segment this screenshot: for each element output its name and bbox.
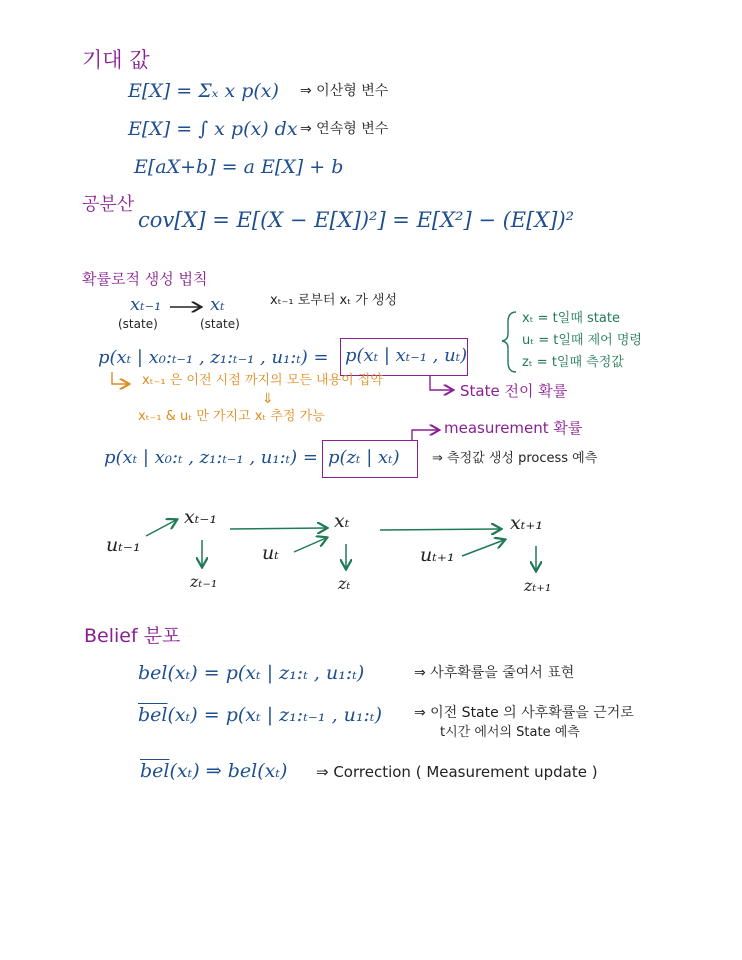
graph-arrow-u-prev-x-prev (146, 520, 176, 536)
linear-expectation-formula: E[aX+b] = a E[X] + b (134, 156, 344, 178)
x-prev-label: xₜ₋₁ (130, 294, 162, 315)
graph-u-curr: uₜ (262, 542, 279, 564)
state-label-arrow (430, 376, 452, 390)
covariance-heading: 공분산 (82, 194, 135, 215)
correction-bar-word: $\overline{bel}$ (140, 760, 170, 782)
graph-u-prev: uₜ₋₁ (106, 534, 141, 556)
belief-note: ⇒ 사후확률을 줄여서 표현 (414, 665, 575, 681)
orange-note-line2: xₜ₋₁ & uₜ 만 가지고 xₜ 추정 가능 (138, 409, 325, 424)
orange-note-mark: ⇓ (262, 391, 274, 407)
legend-control: uₜ = t일때 제어 명령 (522, 333, 642, 348)
orange-note-line1: xₜ₋₁ 은 이전 시점 까지의 모든 내용이 집약 (142, 373, 383, 388)
graph-arrow-u-curr-x-curr (294, 538, 326, 552)
expectation-heading: 기대 값 (82, 48, 150, 72)
belief-heading: Belief 분포 (84, 625, 181, 647)
measurement-boxed-formula: p(zₜ | xₜ) (328, 447, 400, 468)
belief-formula: bel(xₜ) = p(xₜ | z₁:ₜ , u₁:ₜ) (138, 662, 365, 684)
legend-measurement: zₜ = t일때 측정값 (522, 355, 624, 370)
graph-arrow-u-next-x-next (462, 540, 504, 556)
state-transition-formula: p(xₜ | x₀:ₜ₋₁ , z₁:ₜ₋₁ , u₁:ₜ) = (98, 347, 329, 368)
graph-arrow-x-curr-x-next (380, 529, 500, 530)
x-curr-state-label: (state) (200, 317, 240, 331)
state-transition-prob-label: State 전이 확률 (460, 382, 568, 400)
graph-z-prev: zₜ₋₁ (190, 572, 218, 591)
graph-x-prev: xₜ₋₁ (184, 506, 218, 528)
measurement-label-arrow (412, 430, 438, 440)
covariance-formula: cov[X] = E[(X − E[X])²] = E[X²] − (E[X])² (138, 208, 575, 232)
graph-x-next: xₜ₊₁ (510, 512, 544, 534)
state-transition-boxed-formula: p(xₜ | xₜ₋₁ , uₜ) (345, 345, 468, 366)
belief-bar-note-line2: t시간 에서의 State 예측 (440, 725, 580, 740)
correction-rest: (xₜ) ⇒ bel(xₜ) (169, 760, 288, 782)
graph-u-next: uₜ₊₁ (420, 544, 455, 566)
belief-bar-word: $\overline{bel}$ (138, 704, 168, 726)
measurement-note: ⇒ 측정값 생성 process 예측 (432, 451, 598, 466)
belief-bar-note-line1: ⇒ 이전 State 의 사후확률을 근거로 (414, 705, 634, 721)
legend-brace (502, 312, 516, 372)
discrete-expectation-formula: E[X] = Σₓ x p(x) (128, 80, 279, 102)
legend-state: xₜ = t일때 state (522, 311, 620, 326)
graph-z-curr: zₜ (338, 574, 351, 593)
measurement-prob-label: measurement 확률 (444, 419, 583, 437)
x-prev-state-label: (state) (118, 317, 158, 331)
x-curr-label: xₜ (210, 294, 225, 315)
discrete-variable-note: ⇒ 이산형 변수 (300, 83, 389, 99)
continuous-expectation-formula: E[X] = ∫ x p(x) dx (128, 118, 298, 140)
continuous-variable-note: ⇒ 연속형 변수 (300, 121, 389, 137)
orange-hook-arrow (112, 372, 128, 384)
graph-x-curr: xₜ (334, 510, 350, 532)
graph-arrow-x-prev-x-curr (230, 528, 326, 529)
belief-bar-rest: (xₜ) = p(xₜ | z₁:ₜ₋₁ , u₁:ₜ) (167, 704, 382, 726)
correction-note: ⇒ Correction ( Measurement update ) (316, 763, 598, 781)
measurement-formula: p(xₜ | x₀:ₜ , z₁:ₜ₋₁ , u₁:ₜ) = (104, 447, 318, 468)
transition-note: xₜ₋₁ 로부터 xₜ 가 생성 (270, 293, 398, 308)
graph-z-next: zₜ₊₁ (524, 576, 552, 595)
generative-heading: 확률로적 생성 법칙 (82, 270, 208, 288)
